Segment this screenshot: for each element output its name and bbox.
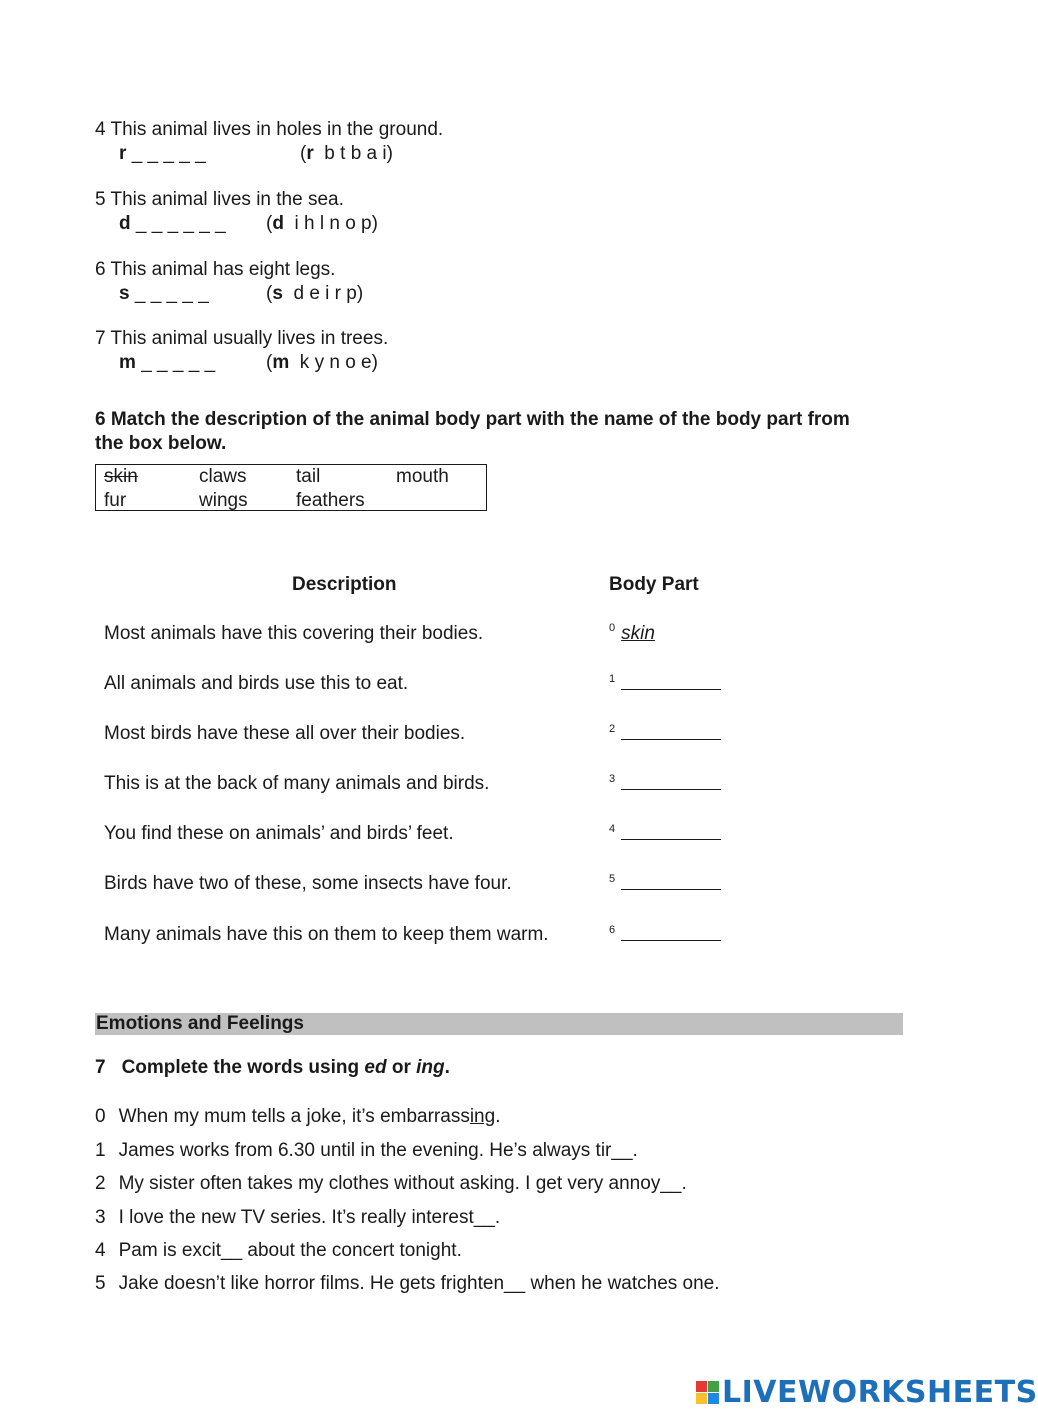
riddle-5-hint: (d i h l n o p) — [266, 213, 378, 234]
exercise-7-item-3 — [95, 1207, 500, 1229]
logo-text: LIVEWORKSHEETS — [722, 1374, 1038, 1410]
item-answer: ing — [469, 1106, 496, 1127]
instruction-text: Complete the words using — [121, 1057, 365, 1078]
riddle-6-clue: 6 This animal has eight legs. — [95, 259, 336, 280]
instruction-end: . — [444, 1057, 450, 1078]
riddle-6-hint: (s d e i r p) — [266, 283, 364, 304]
item-text: Jake doesn’t like horror films. He gets frighten — [118, 1273, 505, 1294]
answer-number: 3 — [609, 773, 616, 785]
logo-square-4 — [708, 1393, 719, 1404]
hint-letters: k y n o e) — [299, 352, 378, 373]
instruction-or: or — [386, 1057, 417, 1078]
box-word: fur — [104, 490, 127, 511]
exercise-6-instruction-cont: the box below. — [95, 433, 227, 454]
hint-letters: i h l n o p) — [294, 213, 378, 234]
match-description-5: Birds have two of these, some insects have four. — [104, 873, 512, 894]
item-number: 1 — [95, 1140, 106, 1161]
answer-number: 4 — [609, 823, 616, 835]
logo-square-1 — [696, 1381, 707, 1392]
riddle-7-answer — [119, 352, 215, 374]
logo-square-3 — [696, 1393, 707, 1404]
answer-blank[interactable] — [621, 924, 721, 941]
riddle-4-hint: (r b t b a i) — [300, 143, 393, 164]
riddle-blanks: _ _ _ _ _ _ — [135, 213, 226, 234]
item-end: . — [681, 1173, 687, 1194]
answer-blank[interactable] — [621, 723, 721, 740]
exercise-6-instruction: 6 Match the description of the animal body part with the name of the body part from — [95, 409, 850, 430]
riddle-5-answer — [119, 213, 226, 235]
riddle-blanks: _ _ _ _ _ — [134, 283, 209, 304]
answer-blank[interactable] — [621, 823, 721, 840]
instruction-ing: ing — [416, 1057, 445, 1078]
section-heading: Emotions and Feelings — [96, 1013, 304, 1034]
hint-letter: d — [272, 213, 284, 234]
logo-mark-icon — [696, 1381, 719, 1404]
answer-blank[interactable] — [621, 673, 721, 690]
match-answer-0 — [609, 623, 655, 645]
exercise-7-instruction — [95, 1057, 450, 1079]
liveworksheets-logo[interactable] — [696, 1374, 1038, 1410]
item-text: Pam is excit — [118, 1240, 221, 1261]
item-number: 5 — [95, 1273, 106, 1294]
item-text: James works from 6.30 until in the evening. He’s always tir — [118, 1140, 612, 1161]
exercise-7-item-4 — [95, 1240, 462, 1262]
match-description-0: Most animals have this covering their bodies. — [104, 623, 484, 644]
match-description-3: This is at the back of many animals and birds. — [104, 773, 490, 794]
match-description-2: Most birds have these all over their bodies. — [104, 723, 466, 744]
exercise-7-item-5 — [95, 1273, 720, 1295]
exercise-number: 7 — [95, 1057, 106, 1078]
item-number: 3 — [95, 1207, 106, 1228]
answer-number: 1 — [609, 673, 616, 685]
item-end: . — [495, 1106, 501, 1127]
item-text: My sister often takes my clothes without asking. I get very annoy — [118, 1173, 661, 1194]
item-number: 0 — [95, 1106, 106, 1127]
item-blank[interactable]: __ — [221, 1240, 243, 1261]
item-text: When my mum tells a joke, it’s embarrass — [118, 1106, 470, 1127]
match-answer-4 — [609, 823, 721, 846]
hint-letters: d e i r p) — [293, 283, 364, 304]
column-header-description: Description — [292, 574, 397, 595]
match-answer-1 — [609, 673, 721, 696]
answer-blank[interactable] — [621, 873, 721, 890]
riddle-letter: s — [119, 283, 130, 304]
riddle-letter: r — [119, 143, 127, 164]
riddle-letter: d — [119, 213, 131, 234]
exercise-7-item-1 — [95, 1140, 638, 1162]
answer-number: 2 — [609, 723, 616, 735]
answer-example: skin — [621, 623, 655, 644]
riddle-5-clue: 5 This animal lives in the sea. — [95, 189, 344, 210]
item-blank[interactable]: __ — [504, 1273, 526, 1294]
match-answer-3 — [609, 773, 721, 796]
hint-letter: r — [306, 143, 314, 164]
box-word: feathers — [296, 490, 365, 511]
column-header-body-part: Body Part — [609, 574, 699, 595]
hint-letters: b t b a i) — [324, 143, 393, 164]
match-description-6: Many animals have this on them to keep them warm. — [104, 924, 549, 945]
answer-number: 0 — [609, 622, 616, 634]
box-word: skin — [104, 466, 138, 487]
item-end: . — [632, 1140, 638, 1161]
answer-blank[interactable] — [621, 773, 721, 790]
match-answer-6 — [609, 924, 721, 947]
match-answer-2 — [609, 723, 721, 746]
riddle-7-hint: (m k y n o e) — [266, 352, 378, 373]
exercise-7-item-2 — [95, 1173, 687, 1195]
item-blank[interactable]: __ — [473, 1207, 495, 1228]
item-blank[interactable]: __ — [660, 1173, 682, 1194]
riddle-6-answer — [119, 283, 209, 305]
riddle-4-answer — [119, 143, 206, 165]
box-word: claws — [199, 466, 247, 487]
riddle-blanks: _ _ _ _ _ — [131, 143, 206, 164]
item-end: about the concert tonight. — [242, 1240, 462, 1261]
riddle-letter: m — [119, 352, 136, 373]
match-description-1: All animals and birds use this to eat. — [104, 673, 409, 694]
logo-square-2 — [708, 1381, 719, 1392]
box-word: mouth — [396, 466, 449, 487]
match-answer-5 — [609, 873, 721, 896]
answer-number: 6 — [609, 924, 616, 936]
match-description-4: You find these on animals’ and birds’ feet. — [104, 823, 454, 844]
exercise-7-item-0 — [95, 1106, 500, 1128]
item-text: I love the new TV series. It’s really interest — [118, 1207, 474, 1228]
box-word: wings — [199, 490, 248, 511]
item-blank[interactable]: __ — [611, 1140, 633, 1161]
box-word: tail — [296, 466, 321, 487]
item-end: when he watches one. — [525, 1273, 720, 1294]
hint-letter: s — [272, 283, 283, 304]
item-number: 4 — [95, 1240, 106, 1261]
riddle-7-clue: 7 This animal usually lives in trees. — [95, 328, 389, 349]
item-end: . — [494, 1207, 501, 1228]
instruction-ed: ed — [364, 1057, 387, 1078]
riddle-blanks: _ _ _ _ _ — [141, 352, 216, 373]
answer-number: 5 — [609, 873, 616, 885]
hint-letter: m — [272, 352, 290, 373]
riddle-4-clue: 4 This animal lives in holes in the ground. — [95, 119, 444, 140]
item-number: 2 — [95, 1173, 106, 1194]
